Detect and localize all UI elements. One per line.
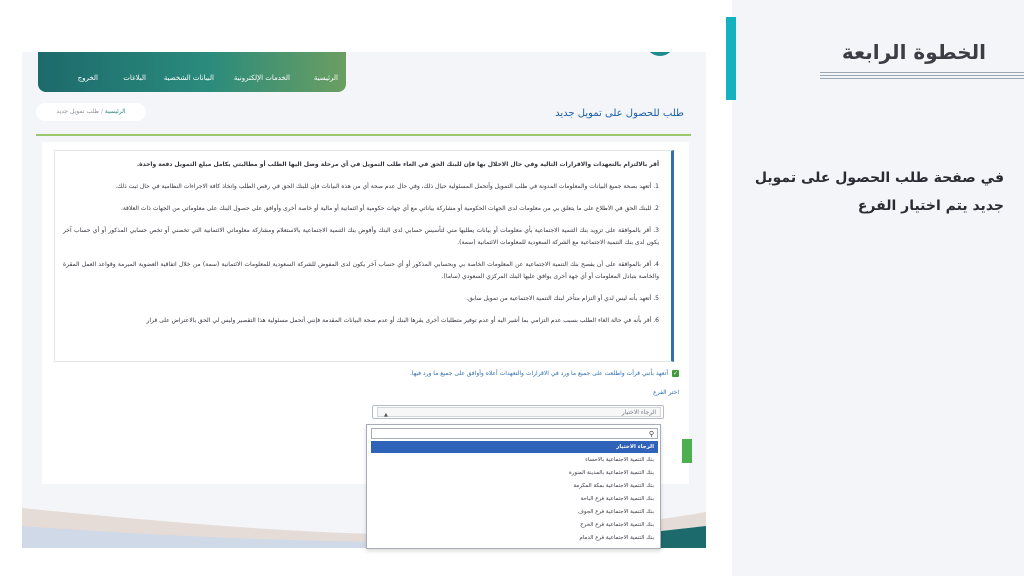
step-description: في صفحة طلب الحصول على تمويل جديد يتم اختيار الفرع: [754, 170, 1004, 214]
dropdown-option[interactable]: بنك التنمية الاجتماعية بمكة المكرمة: [573, 483, 654, 489]
step-title: الخطوة الرابعة: [841, 40, 986, 64]
page-title: طلب للحصول على تمويل جديد: [555, 108, 684, 119]
dropdown-option[interactable]: الرجاء الاختيار: [371, 441, 658, 453]
branch-select-placeholder: الرجاء الاختيار: [621, 409, 656, 416]
terms-item: 6. أقر بأنه في حالة الغاء الطلب بسبب عدم التزامي بما أشير اليه أو عدم توفير متطلبات أخرى يقرها البنك أو عدم صحة البيانات المقدمة فإنني أتحمل مسئولية هذا التقصير وليس لي الحق بالاعتراض على قرار: [146, 317, 659, 324]
terms-item: 4. أقر بالموافقة على أن يفصح بنك التنمية الاجتماعية عن المعلومات الخاصة بي وبحسابي المذكور أو أي حساب آخر يكون لدى المفوض للشركة السعودية للمعلومات الائتمانية (سمة) من خلال اتفاقية العضوية المبرمة وقواعد العمل المقرة والخاصة بتبادل المعلومات أو أي جهة أخرى يوافق عليها البنك المركزي السعودي (ساما).: [63, 261, 659, 280]
nav-item-home[interactable]: الرئيسية: [313, 74, 338, 82]
agree-text: أتعهد بأنني قرأت واطلعت على جميع ما ورد في الاقرارات والتعهدات أعلاه وأوافق على جميع ما ورد فيها.: [409, 370, 668, 377]
dropdown-search-input[interactable]: [371, 428, 658, 439]
terms-box[interactable]: [54, 150, 674, 362]
submit-button-edge[interactable]: [682, 439, 692, 463]
breadcrumb: [36, 103, 146, 121]
branch-select-value[interactable]: [377, 407, 661, 417]
nav-item-personal-data[interactable]: البيانات الشخصية: [163, 74, 214, 82]
header-logo-circle: [647, 52, 673, 56]
dropdown-option[interactable]: بنك التنمية الاجتماعية فرع الخرج: [580, 522, 654, 528]
breadcrumb-separator: /: [100, 108, 103, 115]
title-divider: [36, 134, 691, 136]
dropdown-option[interactable]: بنك التنمية الاجتماعية بالاحساء: [585, 457, 654, 463]
decorative-lines: [820, 72, 1024, 81]
branch-select[interactable]: [372, 405, 664, 419]
terms-item: 2. للبنك الحق في الاطلاع على ما يتعلق بي من معلومات لدى الجهات الحكومية أو مشاركة بياناتي مع أي جهات حكومية أو ائتمانية أو مالية أو خاصة أخرى وأوافق على حصول البنك على معلوماتي من الجهات ذات العلاقة.: [120, 205, 659, 212]
chevron-up-icon: ▲: [384, 412, 388, 418]
branch-dropdown: [366, 424, 661, 549]
agree-checkbox[interactable]: ✓: [672, 370, 679, 377]
terms-item: 1. أتعهد بصحة جميع البيانات والمعلومات المدونة في طلب التمويل وأتحمل المسئولية حيال ذلك، وفي حال عدم صحة أي من هذه البيانات فإن للبنك الحق في رفض الطلب واتخاذ كافة الاجراءات النظامية في حال ثبت ذلك.: [115, 183, 659, 190]
terms-intro: أقر بالالتزام بالتعهدات والاقرارات التالية وفي حال الاخلال بها فإن للبنك الحق في الغاء طلب التمويل في أي مرحلة وصل اليها الطلب أو مطالبتي بكامل مبلغ التمويل دفعة واحدة.: [136, 161, 659, 168]
dropdown-option[interactable]: بنك التنمية الاجتماعية فرع الدمام: [579, 535, 654, 541]
dropdown-option[interactable]: بنك التنمية الاجتماعية بالمدينة المنورة: [568, 470, 654, 476]
branch-label: اختر الفرع: [653, 389, 679, 396]
terms-item: 3. أقر بالموافقة على تزويد بنك التنمية الاجتماعية بأي معلومات أو بيانات يطلبها مني لتأسيس حسابي لدى البنك وأفوض بنك التنمية الاجتماعية بالاستعلام ومشاركة معلوماتي الائتمانية التي تخصني أو تخص حسابي المذكور أو أي حساب آخر يكون لدى بنك التنمية الاجتماعية مع الشركة السعودية للمعلومات الائتمانية (سمة).: [63, 227, 659, 246]
search-icon: ⚲: [648, 430, 654, 438]
nav-item-logout[interactable]: الخروج: [77, 74, 98, 82]
accent-bar: [726, 17, 736, 100]
breadcrumb-home[interactable]: الرئيسية: [104, 108, 126, 115]
instruction-panel: [732, 0, 1024, 576]
top-nav: [38, 52, 346, 92]
dropdown-option[interactable]: بنك التنمية الاجتماعية فرع الباحة: [580, 496, 654, 502]
nav-item-reports[interactable]: البلاغات: [123, 74, 146, 82]
breadcrumb-current: طلب تمويل جديد: [56, 108, 100, 115]
agree-row: [410, 370, 679, 377]
terms-item: 5. أتعهد بأنه ليس لدي أو التزام متأخر لبنك التنمية الاجتماعية من تمويل سابق.: [466, 295, 659, 302]
nav-item-eservices[interactable]: الخدمات الإلكترونية: [233, 74, 290, 82]
dropdown-option[interactable]: بنك التنمية الاجتماعية فرع الجوف: [578, 509, 654, 515]
